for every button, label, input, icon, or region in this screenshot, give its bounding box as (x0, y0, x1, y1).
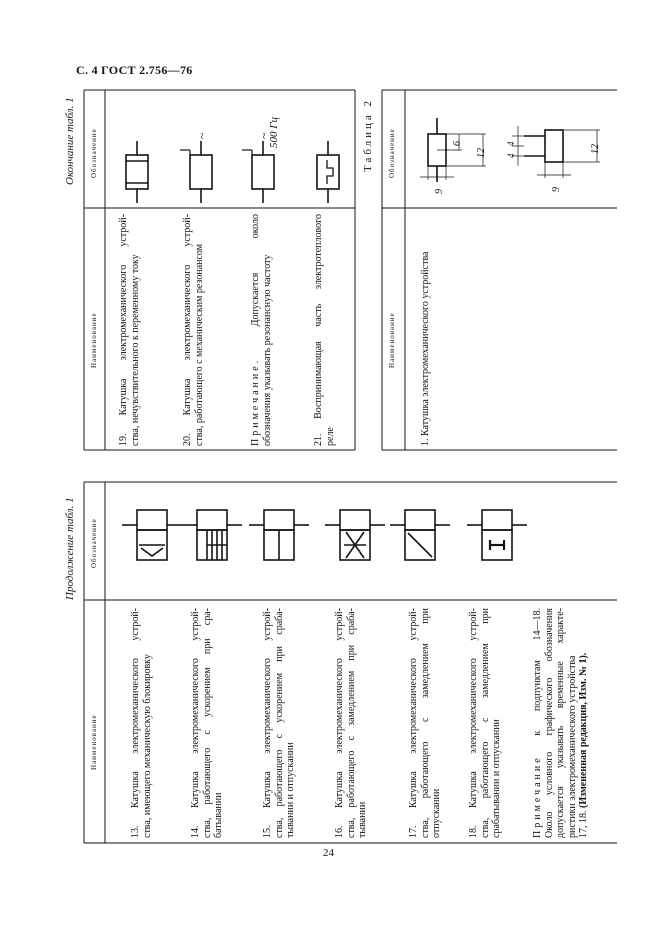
row-18-line-1: 18. Катушка электромеханического устрой- (468, 608, 479, 838)
note-label: Примечание (532, 755, 543, 838)
row-14-line-1: 14. Катушка электромеханического устрой- (190, 608, 201, 838)
row-13-line-1: 13. Катушка электромеханического устрой- (130, 608, 141, 838)
left-table-col-symbol: Обозначение (90, 518, 98, 568)
right-note-line-2: обозначения указывать резонансную частоту (261, 254, 273, 446)
symbol-15-speedup-pickup-release-coil (249, 510, 309, 560)
note-line-2: Около условного графического обозначения (543, 608, 555, 838)
row-14-line-3: батывании (213, 792, 224, 838)
left-row-14 (190, 608, 225, 838)
table2-col-symbol: Обозначение (388, 128, 396, 178)
dim-h-2: 12 (590, 144, 601, 154)
row-18-line-3: срабатывании и отпускании (491, 719, 502, 838)
right-note-label: Примечание (250, 363, 261, 446)
dim-w-2: 9 (551, 187, 562, 192)
right-row-19 (118, 214, 141, 446)
dim-step-a: 4 (506, 141, 516, 146)
row-21-line-1: 21. Воспринимающая часть электротеплового (313, 214, 324, 446)
left-row-18 (468, 608, 503, 838)
row-19-line-1: 19. Катушка электромеханического устрой- (118, 214, 129, 446)
right-row-note (250, 214, 273, 446)
left-table-caption: Продолжение табл. 1 (64, 497, 76, 600)
note-revision: (Измененная редакция, Изм. № 1). (578, 652, 589, 808)
left-row-15 (262, 608, 297, 838)
row-19-line-2: ства, нечувствительного к переменному току (129, 254, 141, 446)
right-row-21 (313, 214, 336, 446)
table2-col-name: Наименование (388, 312, 396, 368)
table2-row-1 (420, 214, 432, 446)
right-table-col-name: Наименование (90, 312, 98, 368)
dim-inner-1: 6 (452, 141, 463, 146)
ac-mark-20: ~ (195, 132, 209, 139)
note-line-5 (578, 608, 590, 838)
symbol-20-note-resonance-frequency-coil (242, 141, 274, 203)
left-row-16 (334, 608, 369, 838)
row-21-line-2: реле (324, 427, 336, 446)
dim-h-1: 12 (476, 148, 487, 158)
note-items: 17, 18. (578, 810, 589, 838)
row-15-line-3: тывании и отпускании (285, 742, 296, 838)
note-line-4: ристики электромеханического устройства (566, 655, 578, 838)
right-row-20 (182, 214, 205, 446)
right-table-caption: Окончание табл. 1 (64, 97, 76, 185)
symbol-16-delay-pickup-coil (325, 510, 385, 560)
frequency-label: 500 Гц (268, 116, 280, 148)
row-20-line-1: 20. Катушка электромеханического устрой- (182, 214, 193, 446)
symbol-20-mechanical-resonance-coil (180, 141, 212, 203)
right-table-col-symbol: Обозначение (90, 128, 98, 178)
row-13-line-2: ства, имеющего механическую блокировку (141, 654, 153, 838)
dim-step-b: 4 (506, 153, 516, 158)
symbol-17-delay-release-coil (390, 510, 450, 560)
note-line-3: допускается указывать временные характе- (555, 608, 566, 838)
ac-mark-note: ~ (257, 132, 271, 139)
table2-row-1-line-1: 1. Катушка электромеханического устройства (420, 251, 431, 446)
row-16-line-1: 16. Катушка электромеханического устрой- (334, 608, 345, 838)
row-17-line-2: ства, работающего с замедлением при (419, 608, 431, 838)
note-line-1 (532, 608, 544, 838)
dim-w-1: 9 (434, 189, 445, 194)
symbol-19-ac-insensitive-coil (126, 141, 148, 203)
row-18-line-2: ства, работающего с замедлением при (479, 608, 491, 838)
symbol-t2-coil-dimensioned-2 (512, 126, 600, 178)
row-16-line-2: ства, работающего с замедлением при сраба- (345, 608, 357, 838)
row-15-line-2: ства, работающего с ускорением при сраба- (273, 608, 285, 838)
symbol-21-thermal-relay-sensing-element (317, 141, 339, 203)
left-row-13 (130, 608, 153, 838)
symbol-13-mechanical-interlock-coil (122, 510, 182, 560)
row-17-line-1: 17. Катушка электромеханического устрой- (408, 608, 419, 838)
right-note-rest: . Допускается около (250, 214, 261, 364)
row-14-line-2: ства, работающего с ускорением при сра- (201, 608, 213, 838)
page-number: 24 (323, 847, 334, 859)
note-refs: к подпунктам 14—18. (532, 608, 543, 756)
symbol-18-delay-pickup-release-coil (467, 510, 527, 560)
row-16-line-3: тывании (357, 801, 368, 838)
page-header: С. 4 ГОСТ 2.756—76 (76, 63, 193, 77)
symbol-14-speedup-pickup-coil (182, 510, 242, 560)
left-note (532, 608, 590, 838)
row-20-line-2: ства, работающего с механическим резонансом (193, 243, 205, 446)
row-17-line-3: отпускании (431, 788, 442, 838)
left-table-col-name: Наименование (90, 714, 98, 770)
right-note-line-1 (250, 214, 262, 446)
table2-caption: Таблица 2 (362, 97, 374, 172)
left-row-17 (408, 608, 443, 838)
row-15-line-1: 15. Катушка электромеханического устрой- (262, 608, 273, 838)
